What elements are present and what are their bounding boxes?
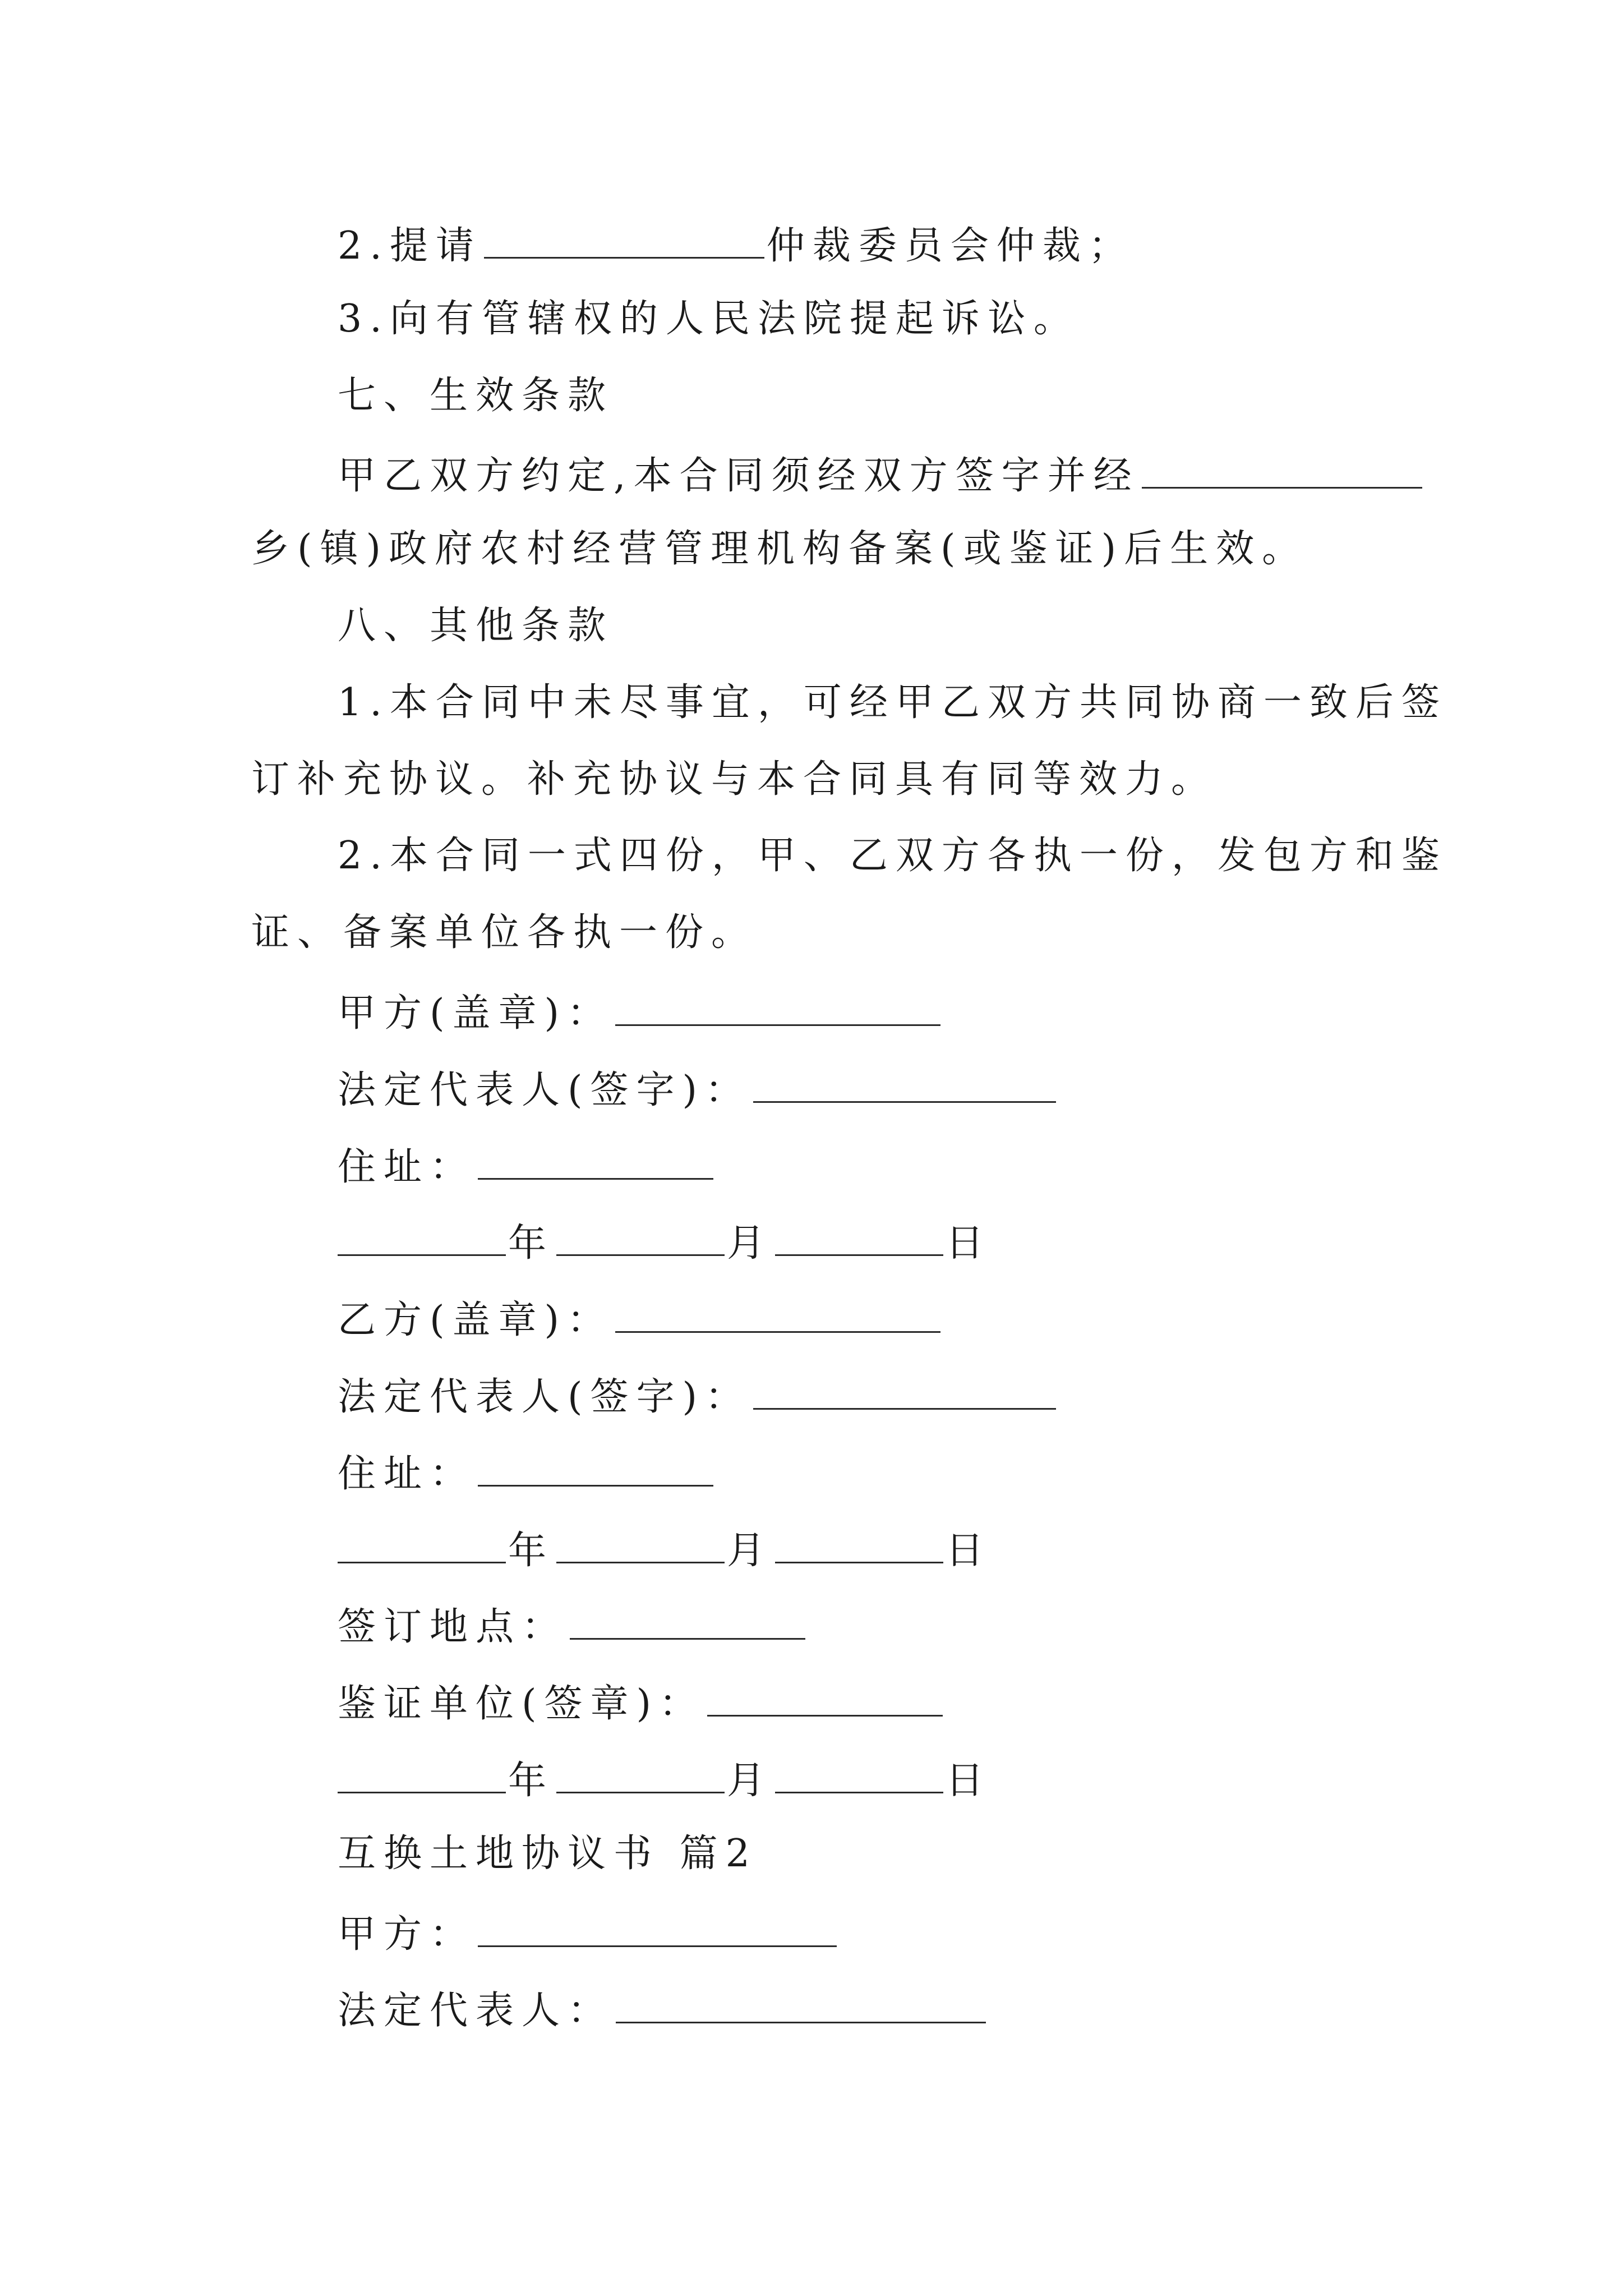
agreement-title: 互换土地协议书 篇2 [338, 1832, 758, 1876]
year-label: 年 [508, 1221, 555, 1266]
party-a-date-line [338, 1221, 992, 1266]
blank-line [775, 1528, 943, 1563]
party-b-representative-field [338, 1374, 1058, 1419]
blank-line [338, 1528, 506, 1563]
party-a-address-field [338, 1144, 716, 1189]
blank-line [707, 1681, 943, 1717]
paragraph-line: 1.本合同中未尽事宜，可经甲乙双方共同协商一致后签 [338, 680, 1447, 725]
field-label: 甲方： [338, 1912, 476, 1957]
party-a-field [338, 1912, 839, 1957]
section-heading-effective: 七、生效条款 [338, 374, 614, 418]
certifier-seal-field [338, 1681, 945, 1726]
blank-line [478, 1912, 837, 1947]
field-label: 法定代表人(签字)： [338, 1375, 751, 1419]
blank-line [1142, 453, 1422, 489]
blank-line [753, 1374, 1056, 1410]
text: 2.提请 [338, 224, 482, 268]
paragraph-line: 订补充协议。补充协议与本合同具有同等效力。 [251, 757, 1218, 802]
blank-line [478, 1451, 713, 1487]
text: 仲裁委员会仲裁； [766, 224, 1135, 268]
year-label: 年 [508, 1759, 555, 1803]
text: 甲乙双方约定,本合同须经双方签字并经 [338, 454, 1140, 498]
month-label: 月 [727, 1759, 773, 1803]
blank-line [478, 1144, 713, 1180]
blank-line [338, 1221, 506, 1256]
paragraph-line: 2.本合同一式四份，甲、乙双方各执一份，发包方和鉴 [338, 834, 1447, 878]
month-label: 月 [727, 1529, 773, 1573]
day-label: 日 [946, 1529, 992, 1573]
party-b-date-line [338, 1528, 992, 1573]
blank-line [556, 1528, 725, 1563]
blank-line [615, 991, 940, 1026]
paragraph-line: 证、备案单位各执一份。 [251, 910, 758, 955]
year-label: 年 [508, 1529, 555, 1573]
field-label: 住址： [338, 1452, 476, 1496]
party-b-address-field [338, 1451, 716, 1496]
field-label: 甲方(盖章)： [338, 991, 614, 1036]
party-a-seal-field [338, 991, 943, 1036]
blank-line [484, 223, 764, 259]
field-label: 签订地点： [338, 1605, 568, 1649]
field-label: 住址： [338, 1145, 476, 1189]
party-b-seal-field [338, 1297, 943, 1340]
section-heading-other: 八、其他条款 [338, 604, 614, 648]
field-label: 法定代表人： [338, 1989, 614, 2033]
blank-line [570, 1604, 805, 1640]
blank-line [616, 1988, 986, 2023]
day-label: 日 [946, 1759, 992, 1803]
month-label: 月 [727, 1221, 773, 1266]
day-label: 日 [946, 1221, 992, 1266]
legal-representative-field [338, 1988, 988, 2033]
signing-place-field [338, 1604, 808, 1649]
field-label: 鉴证单位(签章)： [338, 1682, 706, 1726]
field-label: 乙方(盖章)： [338, 1298, 614, 1342]
paragraph-line: 乡(镇)政府农村经营管理机构备案(或鉴证)后生效。 [251, 527, 1308, 571]
blank-line [615, 1297, 940, 1333]
certifier-date-line [338, 1758, 992, 1803]
clause-litigation: 3.向有管辖权的人民法院提起诉讼。 [338, 297, 1080, 341]
blank-line [556, 1221, 725, 1256]
field-label: 法定代表人(签字)： [338, 1068, 751, 1112]
clause-arbitration [338, 223, 1135, 268]
blank-line [338, 1758, 506, 1793]
blank-line [775, 1758, 943, 1793]
blank-line [556, 1758, 725, 1793]
paragraph-line [338, 453, 1424, 498]
blank-line [753, 1068, 1056, 1103]
blank-line [775, 1221, 943, 1256]
party-a-representative-field [338, 1068, 1058, 1110]
